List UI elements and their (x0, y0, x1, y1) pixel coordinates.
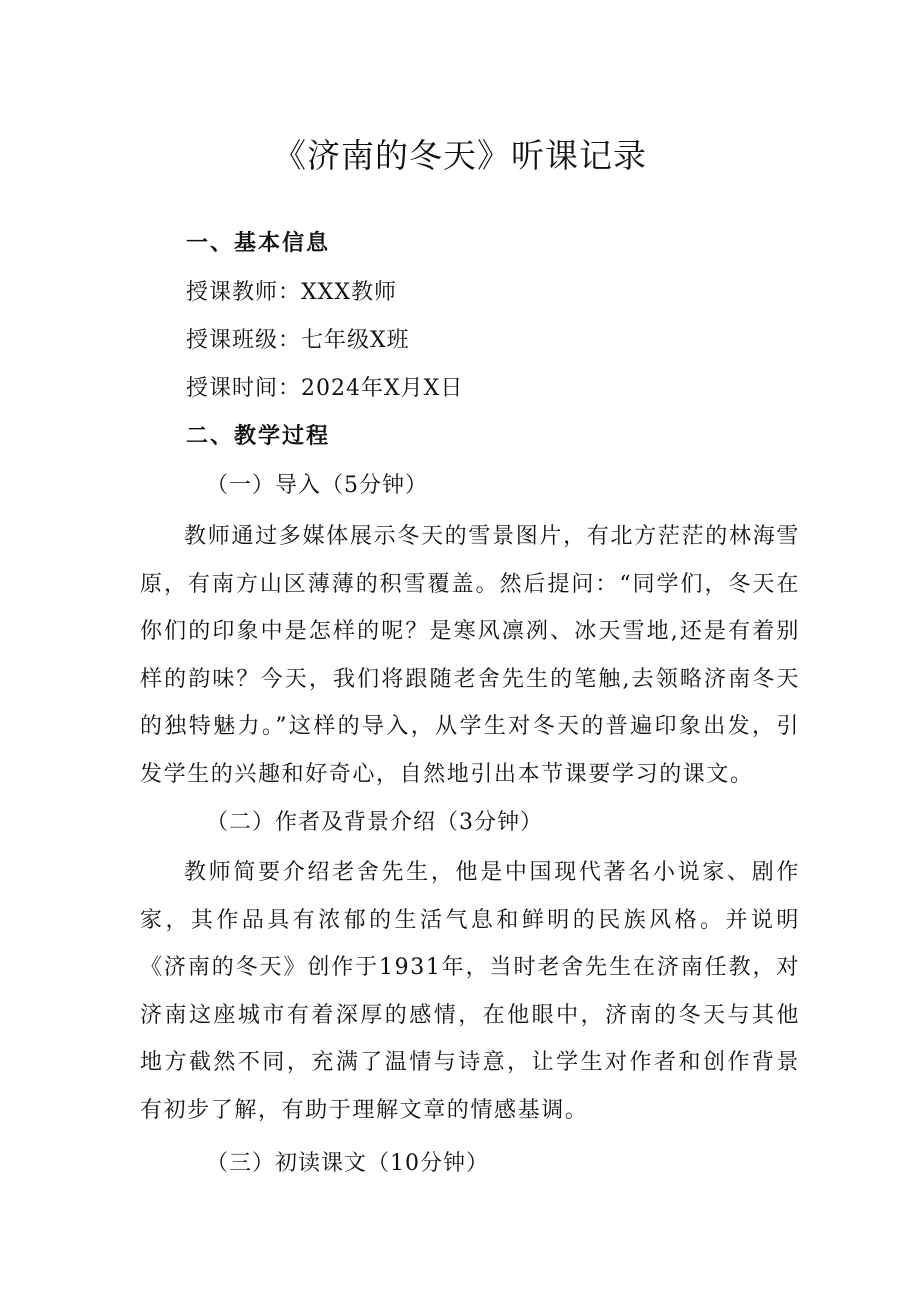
paragraph-intro: 教师通过多媒体展示冬天的雪景图片，有北方茫茫的林海雪原，有南方山区薄薄的积雪覆盖。然后提问：“同学们，冬天在你们的印象中是怎样的呢？是寒风凛冽、冰天雪地,还是有着别样的韵味？今天，我们将跟随老舍先生的笔触,去领略济南冬天的独特魅力。”这样的导入，从学生对冬天的普遍印象出发，引发学生的兴趣和好奇心，自然地引出本节课要学习的课文。 (140, 524, 800, 787)
section-heading-basic-info: 一、基本信息 (186, 231, 331, 256)
info-teacher: 授课教师：XXX教师 (186, 280, 397, 305)
section-heading-teaching-process: 二、教学过程 (186, 424, 331, 449)
info-class: 授课班级：七年级X班 (186, 328, 410, 353)
paragraph-author-background: 教师简要介绍老舍先生，他是中国现代著名小说家、剧作家，其作品具有浓郁的生活气息和鲜明的民族风格。并说明《济南的冬天》创作于1931年，当时老舍先生在济南任教，对济南这座城市有着深厚的感情，在他眼中，济南的冬天与其他地方截然不同，充满了温情与诗意，让学生对作者和创作背景有初步了解，有助于理解文章的情感基调。 (140, 860, 800, 1123)
info-time: 授课时间：2024年X月X日 (186, 376, 464, 401)
subsection-heading-author-background: （二）作者及背景介绍（3分钟） (206, 810, 543, 835)
subsection-heading-first-reading: （三）初读课文（10分钟） (206, 1151, 489, 1176)
subsection-heading-intro: （一）导入（5分钟） (206, 473, 428, 498)
document-title: 《济南的冬天》听课记录 (273, 136, 647, 175)
